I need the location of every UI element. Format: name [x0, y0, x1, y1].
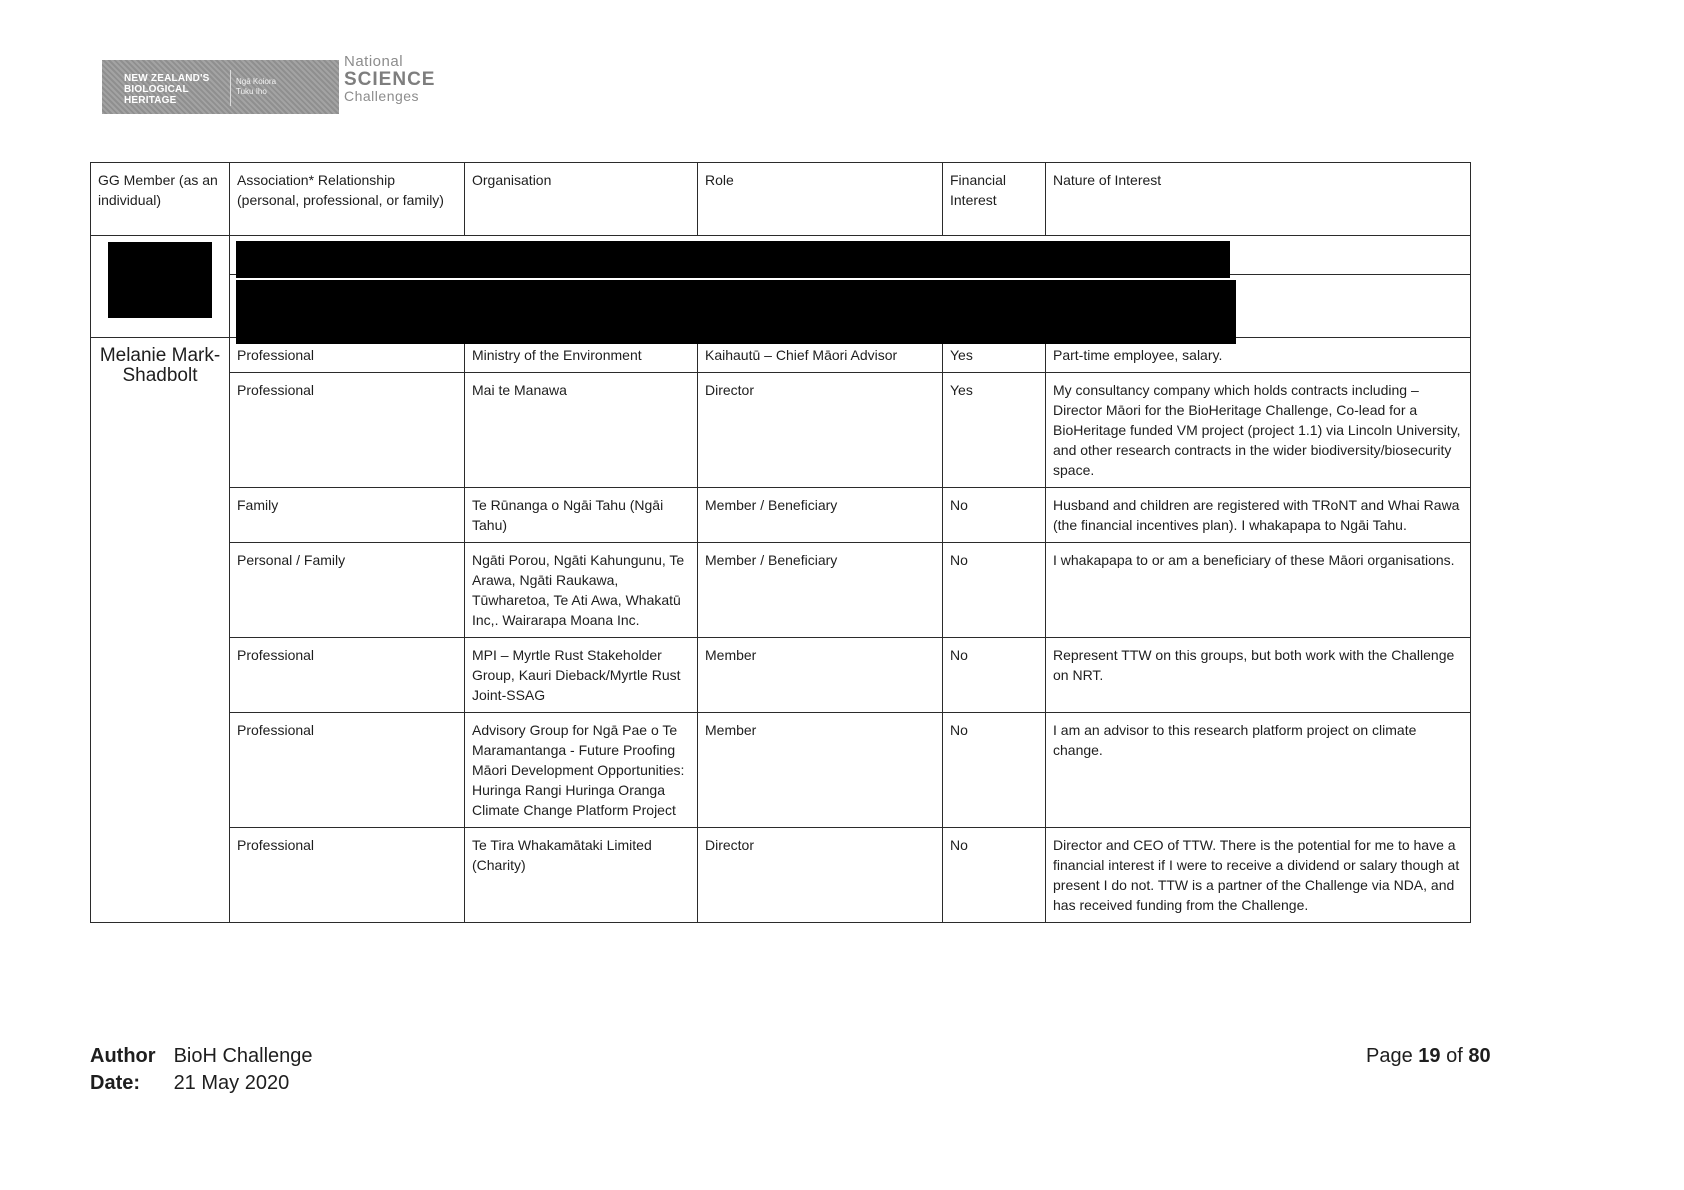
- cell-association: Professional: [230, 713, 465, 828]
- author-label: Author: [90, 1045, 156, 1067]
- table-row: [91, 543, 1471, 638]
- cell-nature: Director and CEO of TTW. There is the potential for me to have a financial interest if I were to receive a dividend or salary though at present I do not. TTW is a partner of the Challenge via NDA, and has received funding from the Challenge.: [1046, 828, 1471, 923]
- page-total: 80: [1468, 1045, 1491, 1067]
- nsc-line-2: SCIENCE: [344, 69, 436, 90]
- cell-organisation: MPI – Myrtle Rust Stakeholder Group, Kauri Dieback/Myrtle Rust Joint-SSAG: [465, 638, 698, 713]
- cell-role: Director: [698, 373, 943, 488]
- cell-role: Director: [698, 828, 943, 923]
- logo-divider: [230, 70, 231, 106]
- cell-nature: Part-time employee, salary.: [1046, 338, 1471, 373]
- logo-text-left: [124, 73, 244, 106]
- footer-date: [90, 1070, 313, 1097]
- table-row: [91, 638, 1471, 713]
- cell-financial: No: [943, 713, 1046, 828]
- page-of: of: [1446, 1045, 1463, 1067]
- redaction-block: [236, 280, 1236, 344]
- redacted-row: [91, 275, 1471, 338]
- cell-association: Professional: [230, 373, 465, 488]
- logo-line-2: BIOLOGICAL: [124, 84, 189, 95]
- header-nature: Nature of Interest: [1046, 163, 1471, 236]
- logo-mid-line-1: Ngā Koiora: [236, 77, 277, 86]
- redacted-cell: [230, 236, 1471, 275]
- cell-nature: I am an advisor to this research platform project on climate change.: [1046, 713, 1471, 828]
- page-number: [1366, 1043, 1491, 1070]
- cell-nature: I whakapapa to or am a beneficiary of these Māori organisations.: [1046, 543, 1471, 638]
- cell-organisation: Mai te Manawa: [465, 373, 698, 488]
- header-financial: Financial Interest: [943, 163, 1046, 236]
- nsc-line-3: Challenges: [344, 88, 420, 104]
- table-row: [91, 828, 1471, 923]
- table-row: [91, 373, 1471, 488]
- cell-association: Personal / Family: [230, 543, 465, 638]
- cell-financial: No: [943, 543, 1046, 638]
- table-header-row: [91, 163, 1471, 236]
- cell-association: Family: [230, 488, 465, 543]
- page-current: 19: [1418, 1045, 1441, 1067]
- cell-role: Member / Beneficiary: [698, 543, 943, 638]
- nsc-line-1: National: [344, 53, 404, 70]
- footer: [90, 1043, 313, 1097]
- cell-organisation: Ministry of the Environment: [465, 338, 698, 373]
- table-row: [91, 488, 1471, 543]
- cell-organisation: Te Rūnanga o Ngāi Tahu (Ngāi Tahu): [465, 488, 698, 543]
- national-science-challenges-logo: [344, 54, 435, 104]
- cell-financial: Yes: [943, 338, 1046, 373]
- redacted-row: [91, 236, 1471, 275]
- redacted-cell: [230, 275, 1471, 338]
- cell-association: Professional: [230, 828, 465, 923]
- logo-text-mid: [236, 77, 276, 97]
- header-association: Association* Relationship (personal, professional, or family): [230, 163, 465, 236]
- redaction-block: [108, 242, 212, 318]
- cell-nature: Husband and children are registered with TRoNT and Whai Rawa (the financial incentives plan). I whakapapa to Ngāi Tahu.: [1046, 488, 1471, 543]
- cell-role: Member / Beneficiary: [698, 488, 943, 543]
- cell-role: Member: [698, 713, 943, 828]
- cell-organisation: Te Tira Whakamātaki Limited (Charity): [465, 828, 698, 923]
- cell-organisation: Advisory Group for Ngā Pae o Te Maramantanga - Future Proofing Māori Development Opportunities: Huringa Rangi Huringa Oranga Climate Change Platform Project: [465, 713, 698, 828]
- header-role: Role: [698, 163, 943, 236]
- header-logos: [100, 54, 460, 114]
- header-organisation: Organisation: [465, 163, 698, 236]
- logo-mid-line-2: Tuku Iho: [236, 87, 267, 96]
- table-row: [91, 713, 1471, 828]
- cell-nature: My consultancy company which holds contracts including – Director Māori for the BioHeritage Challenge, Co-lead for a BioHeritage funded VM project (project 1.1) via Lincoln University, and other research contracts in the wider biodiversity/biosecurity space.: [1046, 373, 1471, 488]
- cell-association: Professional: [230, 338, 465, 373]
- page-prefix: Page: [1366, 1045, 1413, 1067]
- logo-line-3: HERITAGE: [124, 95, 177, 106]
- cell-nature: Represent TTW on this groups, but both work with the Challenge on NRT.: [1046, 638, 1471, 713]
- footer-author: [90, 1043, 313, 1070]
- cell-role: Member: [698, 638, 943, 713]
- cell-organisation: Ngāti Porou, Ngāti Kahungunu, Te Arawa, Ngāti Raukawa, Tūwharetoa, Te Ati Awa, Whakatū Inc,. Wairarapa Moana Inc.: [465, 543, 698, 638]
- cell-financial: Yes: [943, 373, 1046, 488]
- cell-role: Kaihautū – Chief Māori Advisor: [698, 338, 943, 373]
- cell-financial: No: [943, 828, 1046, 923]
- date-value: 21 May 2020: [173, 1072, 290, 1094]
- date-label: Date:: [90, 1072, 141, 1094]
- logo-line-1: NEW ZEALAND'S: [124, 73, 210, 84]
- conflict-of-interest-table: [90, 162, 1471, 923]
- cell-financial: No: [943, 638, 1046, 713]
- cell-financial: No: [943, 488, 1046, 543]
- redaction-block: [236, 241, 1230, 278]
- biological-heritage-logo: [102, 60, 339, 114]
- author-value: BioH Challenge: [173, 1045, 313, 1067]
- redacted-member-cell: [91, 236, 230, 338]
- cell-association: Professional: [230, 638, 465, 713]
- member-name: Melanie Mark-Shadbolt: [91, 338, 230, 923]
- header-member: GG Member (as an individual): [91, 163, 230, 236]
